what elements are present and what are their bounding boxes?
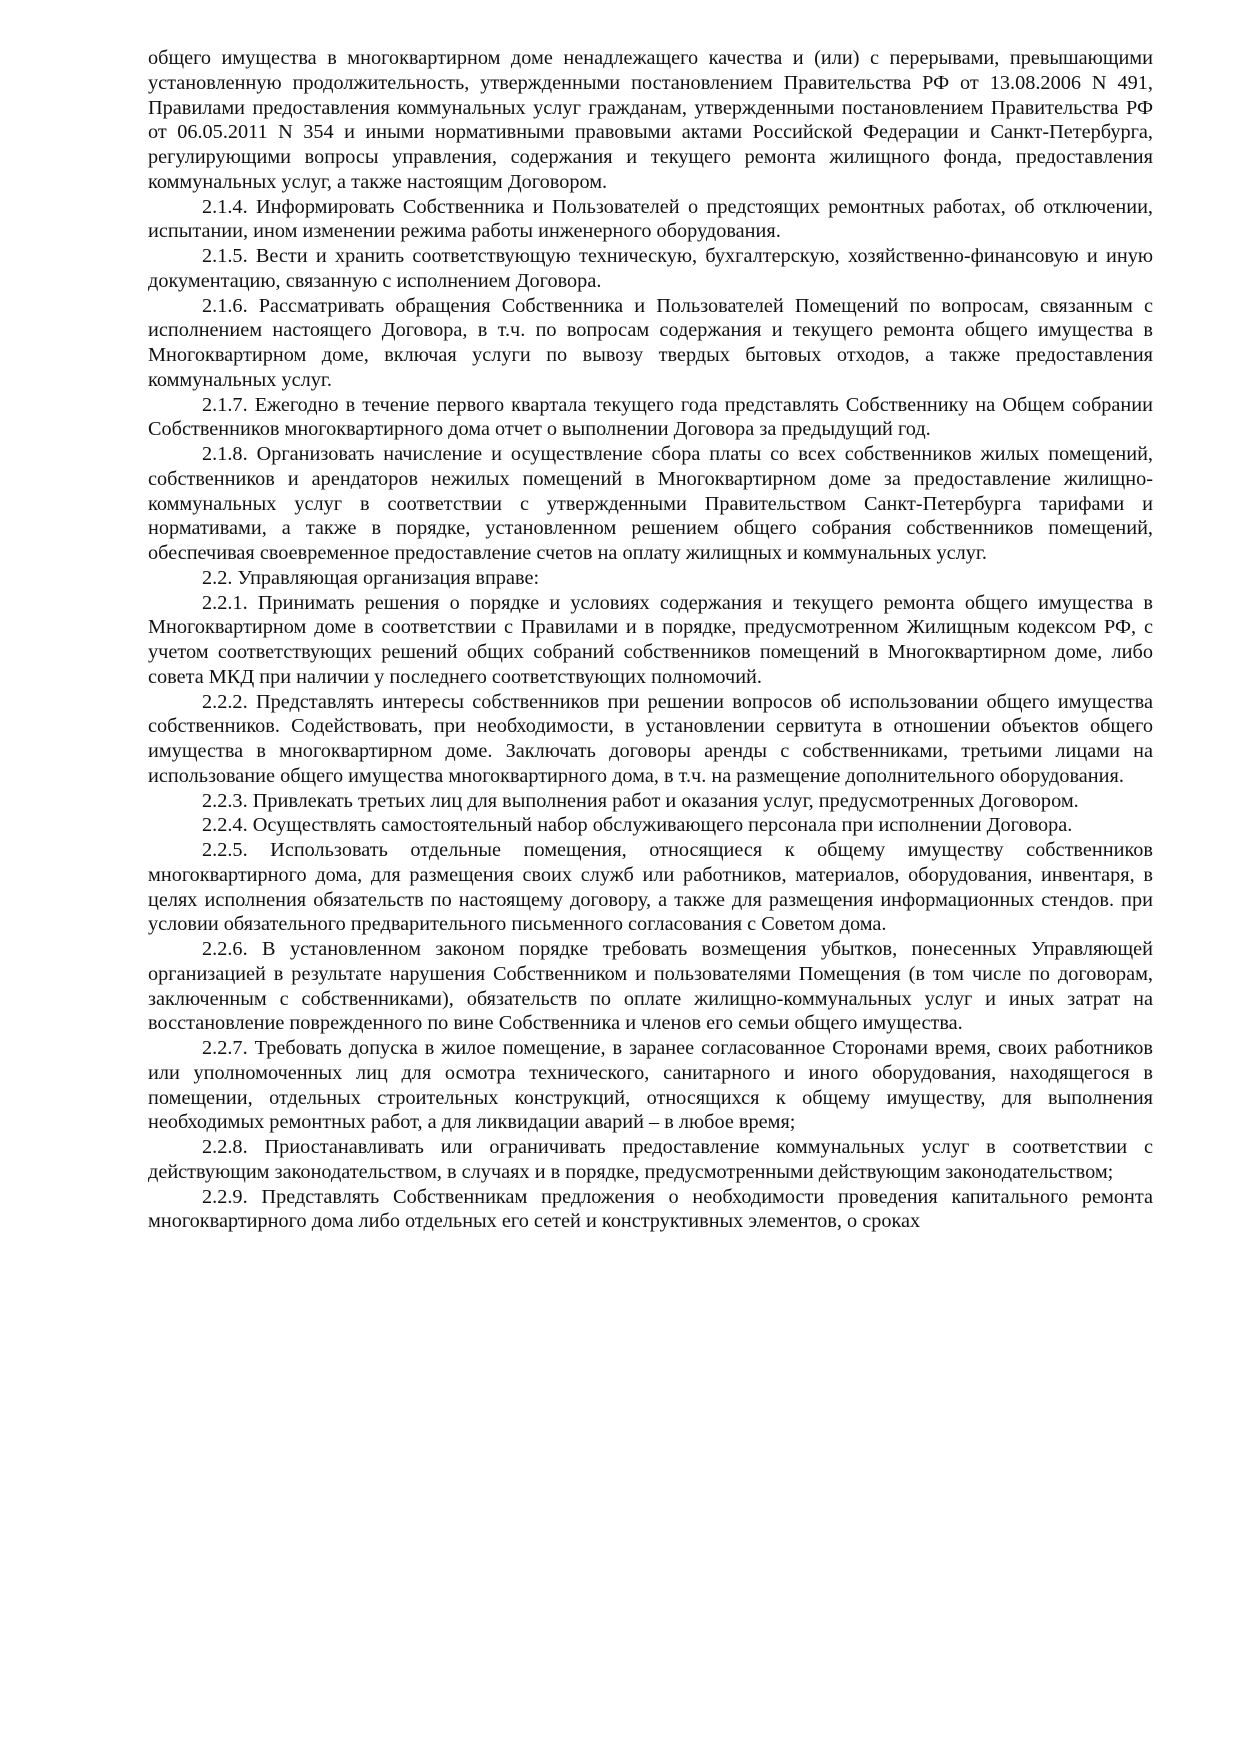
paragraph-continuation: общего имущества в многоквартирном доме ненадлежащего качества и (или) с перерывами, превышающими установленную продолжительность, утвержденными постановлением Правительства РФ от 13.08.2006 N 491, Правилами предоставления коммунальных услуг гражданам, утвержденными постановлением Правительства РФ от 06.05.2011 N 354 и иными нормативными правовыми актами Российской Федерации и Санкт-Петербурга, регулирующими вопросы управления, содержания и текущего ремонта жилищного фонда, предоставления коммунальных услуг, а также настоящим Договором. [148, 47, 1153, 193]
paragraph-2-2-9: 2.2.9. Представлять Собственникам предложения о необходимости проведения капитального ремонта многоквартирного дома либо отдельных его сетей и конструктивных элементов, о сроках [148, 1185, 1153, 1233]
document-page [148, 46, 1153, 1234]
paragraph-2-2-1: 2.2.1. Принимать решения о порядке и условиях содержания и текущего ремонта общего имущества в Многоквартирном доме в соответствии с Правилами и в порядке, предусмотренном Жилищным кодексом РФ, с учетом соответствующих решений общих собраний собственников помещений в Многоквартирном доме, либо совета МКД при наличии у последнего соответствующих полномочий. [148, 591, 1153, 688]
paragraph-2-1-8: 2.1.8. Организовать начисление и осуществление сбора платы со всех собственников жилых помещений, собственников и арендаторов нежилых помещений в Многоквартирном доме за предоставление жилищно-коммунальных услуг в соответствии с утвержденными Правительством Санкт-Петербурга тарифами и нормативами, а также в порядке, установленном решением общего собрания собственников помещений, обеспечивая своевременное предоставление счетов на оплату жилищных и коммунальных услуг. [148, 443, 1153, 564]
paragraph-2-1-5: 2.1.5. Вести и хранить соответствующую техническую, бухгалтерскую, хозяйственно-финансовую и иную документацию, связанную с исполнением Договора. [148, 245, 1153, 292]
section-heading-2-2: 2.2. Управляющая организация вправе: [202, 566, 540, 589]
paragraph-2-2-2: 2.2.2. Представлять интересы собственников при решении вопросов об использовании общего имущества собственников. Содействовать, при необходимости, в установлении сервитута в отношении объектов общего имущества в многоквартирном доме. Заключать договоры аренды с собственниками, третьими лицами на использование общего имущества многоквартирного дома, в т.ч. на размещение дополнительного оборудования. [148, 690, 1153, 787]
paragraph-2-2-8: 2.2.8. Приостанавливать или ограничивать предоставление коммунальных услуг в соответствии с действующим законодательством, в случаях и в порядке, предусмотренными действующим законодательством; [148, 1136, 1153, 1183]
paragraph-2-1-7: 2.1.7. Ежегодно в течение первого квартала текущего года представлять Собственнику на Общем собрании Собственников многоквартирного дома отчет о выполнении Договора за предыдущий год. [148, 393, 1153, 441]
paragraph-2-2-4: 2.2.4. Осуществлять самостоятельный набор обслуживающего персонала при исполнении Договора. [202, 814, 1073, 837]
paragraph-2-2-6: 2.2.6. В установленном законом порядке требовать возмещения убытков, понесенных Управляющей организацией в результате нарушения Собственником и пользователями Помещения (в том числе по договорам, заключенным с собственниками), обязательств по оплате жилищно-коммунальных услуг и иных затрат на восстановление поврежденного по вине Собственника и членов его семьи общего имущества. [148, 938, 1153, 1035]
paragraph-2-2-5: 2.2.5. Использовать отдельные помещения, относящиеся к общему имуществу собственников многоквартирного дома, для размещения своих служб или работников, материалов, оборудования, инвентаря, в целях исполнения обязательств по настоящему договору, а также для размещения информационных стендов. при условии обязательного предварительного письменного согласования с Советом дома. [148, 839, 1153, 936]
paragraph-2-1-4: 2.1.4. Информировать Собственника и Пользователей о предстоящих ремонтных работах, об отключении, испытании, ином изменении режима работы инженерного оборудования. [148, 195, 1153, 243]
paragraph-2-2-3: 2.2.3. Привлекать третьих лиц для выполнения работ и оказания услуг, предусмотренных Договором. [202, 789, 1079, 812]
paragraph-2-1-6: 2.1.6. Рассматривать обращения Собственника и Пользователей Помещений по вопросам, связанным с исполнением настоящего Договора, в т.ч. по вопросам содержания и текущего ремонта общего имущества в Многоквартирном доме, включая услуги по вывозу твердых бытовых отходов, а также предоставления коммунальных услуг. [148, 294, 1153, 391]
paragraph-2-2-7: 2.2.7. Требовать допуска в жилое помещение, в заранее согласованное Сторонами время, своих работников или уполномоченных лиц для осмотра технического, санитарного и иного оборудования, находящегося в помещении, отдельных строительных конструкций, относящихся к общему имуществу, для выполнения необходимых ремонтных работ, а для ликвидации аварий – в любое время; [148, 1037, 1153, 1134]
